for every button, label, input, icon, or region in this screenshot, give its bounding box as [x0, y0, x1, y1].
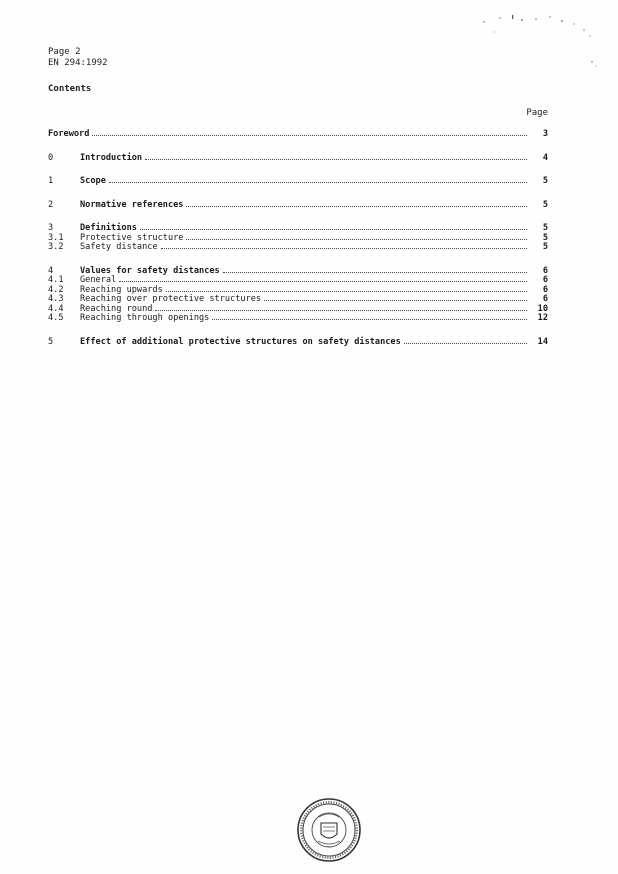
toc-entry-number: 1 — [48, 176, 54, 186]
toc-entry — [48, 267, 548, 277]
toc-dot-leader — [404, 343, 527, 344]
page-number-line: Page 2 — [48, 47, 81, 57]
toc-group — [48, 130, 548, 140]
toc-entry-number: 4.1 — [48, 275, 64, 285]
table-of-contents — [48, 130, 548, 361]
toc-entry-number: 4.5 — [48, 313, 64, 323]
toc-entry-number: 5 — [48, 336, 54, 347]
toc-entry-title: Reaching round — [80, 303, 153, 314]
toc-group — [48, 154, 548, 164]
toc-dot-leader — [145, 159, 527, 160]
toc-dot-leader — [223, 272, 527, 273]
toc-entry — [48, 177, 548, 187]
toc-dot-leader — [264, 300, 527, 301]
toc-dot-leader — [155, 310, 527, 311]
toc-entry-number: 0 — [48, 152, 54, 163]
toc-entry-title: Foreword — [48, 129, 90, 139]
toc-entry-page: 6 — [542, 275, 548, 285]
toc-entry-page: 5 — [542, 232, 548, 243]
toc-entry-page: 5 — [542, 176, 548, 186]
institution-seal-icon — [296, 797, 362, 863]
toc-dot-leader — [109, 182, 527, 183]
toc-entry-number: 3.2 — [48, 242, 64, 252]
toc-entry — [48, 154, 548, 164]
toc-entry-title: Reaching upwards — [80, 284, 163, 295]
toc-dot-leader — [119, 281, 527, 282]
toc-dot-leader — [140, 229, 527, 230]
toc-entry-page: 5 — [542, 199, 548, 210]
toc-entry — [48, 243, 548, 253]
toc-entry-title: Protective structure — [80, 232, 184, 243]
toc-entry-page: 6 — [542, 284, 548, 295]
toc-entry-page: 5 — [542, 242, 548, 252]
toc-group — [48, 267, 548, 324]
toc-entry-title: Introduction — [80, 152, 143, 163]
toc-entry-page: 6 — [542, 265, 548, 276]
contents-heading: Contents — [48, 84, 92, 94]
standard-reference-line: EN 294:1992 — [48, 58, 108, 68]
document-header — [48, 47, 108, 69]
toc-entry-number: 3 — [48, 223, 54, 233]
toc-dot-leader — [161, 248, 527, 249]
toc-entry-title: Values for safety distances — [80, 265, 220, 276]
toc-entry-page: 14 — [537, 336, 548, 347]
toc-entry — [48, 130, 548, 140]
scan-noise-marks — [464, 10, 604, 80]
toc-entry-number: 4.4 — [48, 303, 64, 314]
toc-entry-title: Effect of additional protective structures on safety distances — [80, 336, 401, 347]
toc-entry-title: Safety distance — [80, 242, 158, 252]
toc-group — [48, 224, 548, 253]
toc-group — [48, 201, 548, 211]
toc-entry-title: Normative references — [80, 199, 184, 210]
toc-entry-number: 4.2 — [48, 284, 64, 295]
toc-entry-number: 3.1 — [48, 232, 64, 243]
toc-entry — [48, 314, 548, 324]
toc-entry-page: 5 — [542, 223, 548, 233]
toc-dot-leader — [186, 206, 527, 207]
toc-group — [48, 338, 548, 348]
toc-entry-title: Definitions — [80, 223, 137, 233]
toc-group — [48, 177, 548, 187]
toc-entry — [48, 338, 548, 348]
toc-entry-title: Scope — [80, 176, 106, 186]
toc-entry-number: 4 — [48, 265, 54, 276]
toc-entry-title: Reaching over protective structures — [80, 294, 262, 304]
toc-entry-page: 4 — [542, 152, 548, 163]
toc-entry — [48, 201, 548, 211]
toc-entry-title: Reaching through openings — [80, 313, 210, 323]
toc-dot-leader — [92, 135, 527, 136]
toc-entry-page: 3 — [542, 129, 548, 139]
page-column-label: Page — [526, 108, 548, 118]
toc-entry-page: 12 — [537, 313, 548, 323]
toc-entry-page: 10 — [537, 303, 548, 314]
toc-dot-leader — [166, 291, 527, 292]
toc-entry-number: 4.3 — [48, 294, 64, 304]
toc-entry-number: 2 — [48, 199, 54, 210]
toc-dot-leader — [186, 239, 527, 240]
toc-dot-leader — [212, 319, 527, 320]
toc-entry-page: 6 — [542, 294, 548, 304]
toc-entry-title: General — [80, 275, 117, 285]
